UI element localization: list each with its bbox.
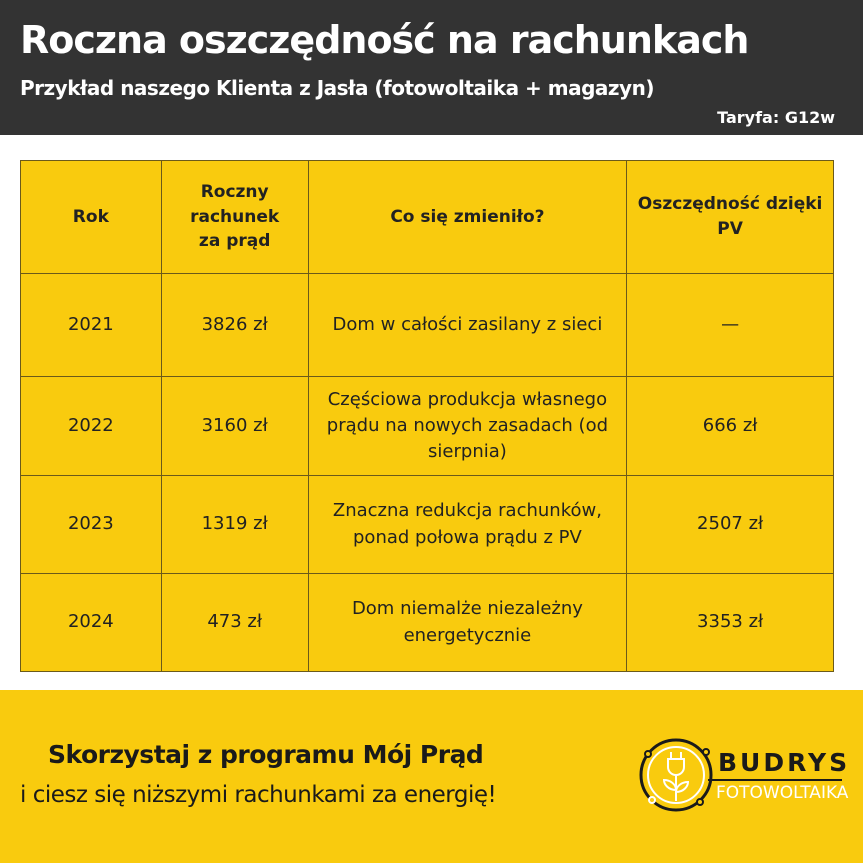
cell-savings: — xyxy=(627,274,834,377)
header xyxy=(0,0,863,135)
cell-change: Dom niemalże niezależny energetycznie xyxy=(308,574,627,672)
page-subtitle: Przykład naszego Klienta z Jasła (fotowoltaika + magazyn) xyxy=(20,76,654,100)
cell-change: Dom w całości zasilany z sieci xyxy=(308,274,627,377)
cell-savings: 3353 zł xyxy=(627,574,834,672)
cell-change: Znaczna redukcja rachunków, ponad połowa prądu z PV xyxy=(308,476,627,574)
plug-plant-icon xyxy=(638,730,718,820)
table-row xyxy=(21,274,834,377)
savings-table xyxy=(20,160,834,672)
tariff-label: Taryfa: G12w xyxy=(717,108,835,127)
cell-year: 2024 xyxy=(21,574,162,672)
header-bill: Roczny rachunek za prąd xyxy=(161,161,308,274)
cell-bill: 1319 zł xyxy=(161,476,308,574)
cell-savings: 2507 zł xyxy=(627,476,834,574)
budrys-logo xyxy=(638,730,851,820)
page-title: Roczna oszczędność na rachunkach xyxy=(20,18,749,62)
table-row xyxy=(21,476,834,574)
cell-bill: 3160 zł xyxy=(161,377,308,476)
logo-name: BUDRYS xyxy=(718,748,851,777)
logo-divider xyxy=(708,779,842,781)
table-row xyxy=(21,574,834,672)
cell-year: 2021 xyxy=(21,274,162,377)
cell-year: 2023 xyxy=(21,476,162,574)
cell-bill: 3826 zł xyxy=(161,274,308,377)
cell-savings: 666 zł xyxy=(627,377,834,476)
cta-headline: Skorzystaj z programu Mój Prąd xyxy=(48,740,484,769)
table-header-row xyxy=(21,161,834,274)
logo-subtitle: FOTOWOLTAIKA xyxy=(716,783,849,803)
header-year: Rok xyxy=(21,161,162,274)
header-savings: Oszczędność dzięki PV xyxy=(627,161,834,274)
cell-year: 2022 xyxy=(21,377,162,476)
cell-change: Częściowa produkcja własnego prądu na nowych zasadach (od sierpnia) xyxy=(308,377,627,476)
cta-subline: i ciesz się niższymi rachunkami za energię! xyxy=(20,782,497,808)
table-row xyxy=(21,377,834,476)
footer-banner xyxy=(0,690,863,863)
cell-bill: 473 zł xyxy=(161,574,308,672)
header-change: Co się zmieniło? xyxy=(308,161,627,274)
